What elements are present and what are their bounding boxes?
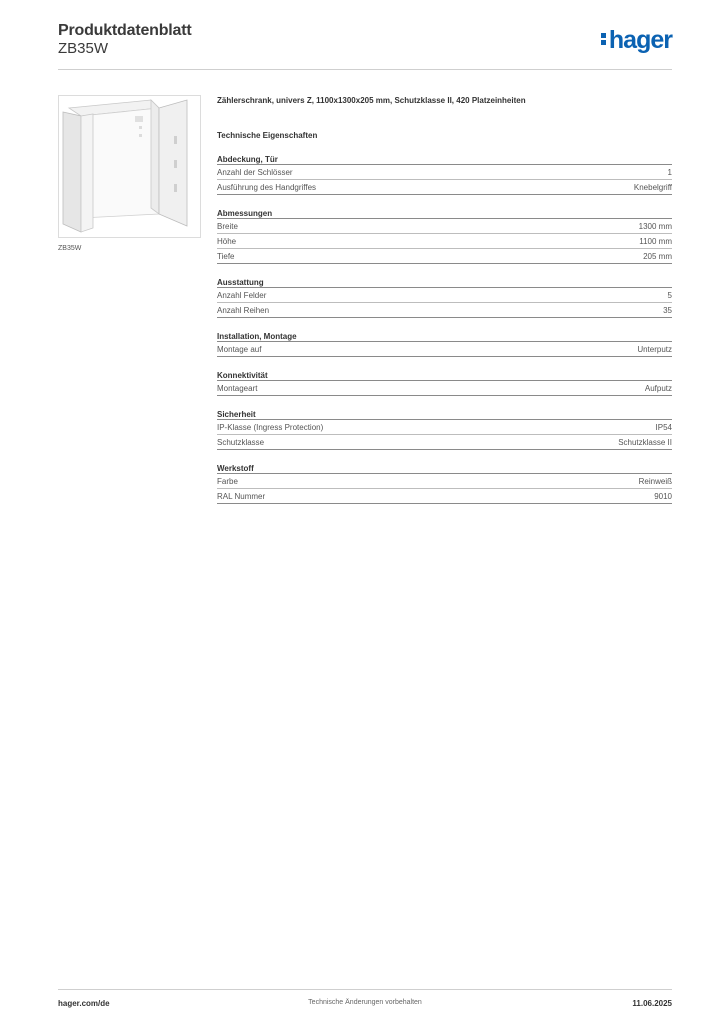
property-value: 205 mm <box>643 252 672 261</box>
property-row <box>217 219 672 234</box>
product-details <box>217 96 672 504</box>
property-label: RAL Nummer <box>217 492 266 501</box>
property-label: Höhe <box>217 237 237 246</box>
logo-dots-icon <box>601 31 607 47</box>
property-value: 1 <box>667 168 672 177</box>
product-description: Zählerschrank, univers Z, 1100x1300x205 mm, Schutzklasse II, 420 Platzeinheiten <box>217 96 526 105</box>
property-label: Breite <box>217 222 238 231</box>
property-group <box>217 278 672 318</box>
product-image <box>58 95 201 238</box>
property-group <box>217 410 672 450</box>
group-title: Ausstattung <box>217 278 672 288</box>
property-row <box>217 165 672 180</box>
property-row <box>217 342 672 357</box>
group-title: Werkstoff <box>217 464 672 474</box>
group-title: Abdeckung, Tür <box>217 155 672 165</box>
footer-website[interactable]: hager.com/de <box>58 999 110 1008</box>
property-value: 35 <box>663 306 672 315</box>
property-groups <box>217 155 672 504</box>
property-label: Tiefe <box>217 252 235 261</box>
property-label: Anzahl Felder <box>217 291 267 300</box>
property-row <box>217 303 672 318</box>
property-value: Unterputz <box>637 345 672 354</box>
property-value: Aufputz <box>644 384 672 393</box>
property-row <box>217 249 672 264</box>
property-label: Montageart <box>217 384 258 393</box>
property-value: IP54 <box>655 423 672 432</box>
property-label: Farbe <box>217 477 238 486</box>
property-group <box>217 464 672 504</box>
property-label: Anzahl Reihen <box>217 306 270 315</box>
page-footer <box>58 989 672 1009</box>
property-row <box>217 420 672 435</box>
image-caption: ZB35W <box>58 245 82 252</box>
logo-text: hager <box>608 26 672 54</box>
group-title: Installation, Montage <box>217 332 672 342</box>
property-value: 1100 mm <box>639 237 672 246</box>
property-row <box>217 180 672 195</box>
property-group <box>217 371 672 396</box>
footer-disclaimer: Technische Änderungen vorbehalten <box>308 999 422 1006</box>
property-label: Schutzklasse <box>217 438 265 447</box>
property-row <box>217 234 672 249</box>
property-label: Ausführung des Handgriffes <box>217 183 317 192</box>
property-label: Montage auf <box>217 345 262 354</box>
hager-logo[interactable] <box>601 26 672 55</box>
property-row <box>217 489 672 504</box>
footer-date: 11.06.2025 <box>632 999 672 1008</box>
property-label: Anzahl der Schlösser <box>217 168 293 177</box>
property-row <box>217 474 672 489</box>
property-row <box>217 381 672 396</box>
property-group <box>217 209 672 264</box>
property-value: Schutzklasse II <box>618 438 672 447</box>
product-code: ZB35W <box>58 40 109 57</box>
group-title: Konnektivität <box>217 371 672 381</box>
tech-properties-heading: Technische Eigenschaften <box>217 131 318 140</box>
property-value: 5 <box>667 291 672 300</box>
property-group <box>217 332 672 357</box>
property-row <box>217 288 672 303</box>
property-label: IP-Klasse (Ingress Protection) <box>217 423 324 432</box>
group-title: Abmessungen <box>217 209 672 219</box>
property-group <box>217 155 672 195</box>
page-header <box>58 22 672 70</box>
property-row <box>217 435 672 450</box>
page-title: Produktdatenblatt <box>58 22 192 39</box>
property-value: 9010 <box>654 492 672 501</box>
property-value: 1300 mm <box>638 222 672 231</box>
group-title: Sicherheit <box>217 410 672 420</box>
cabinet-illustration-icon <box>59 96 200 237</box>
property-value: Knebelgriff <box>633 183 672 192</box>
property-value: Reinweiß <box>638 477 672 486</box>
